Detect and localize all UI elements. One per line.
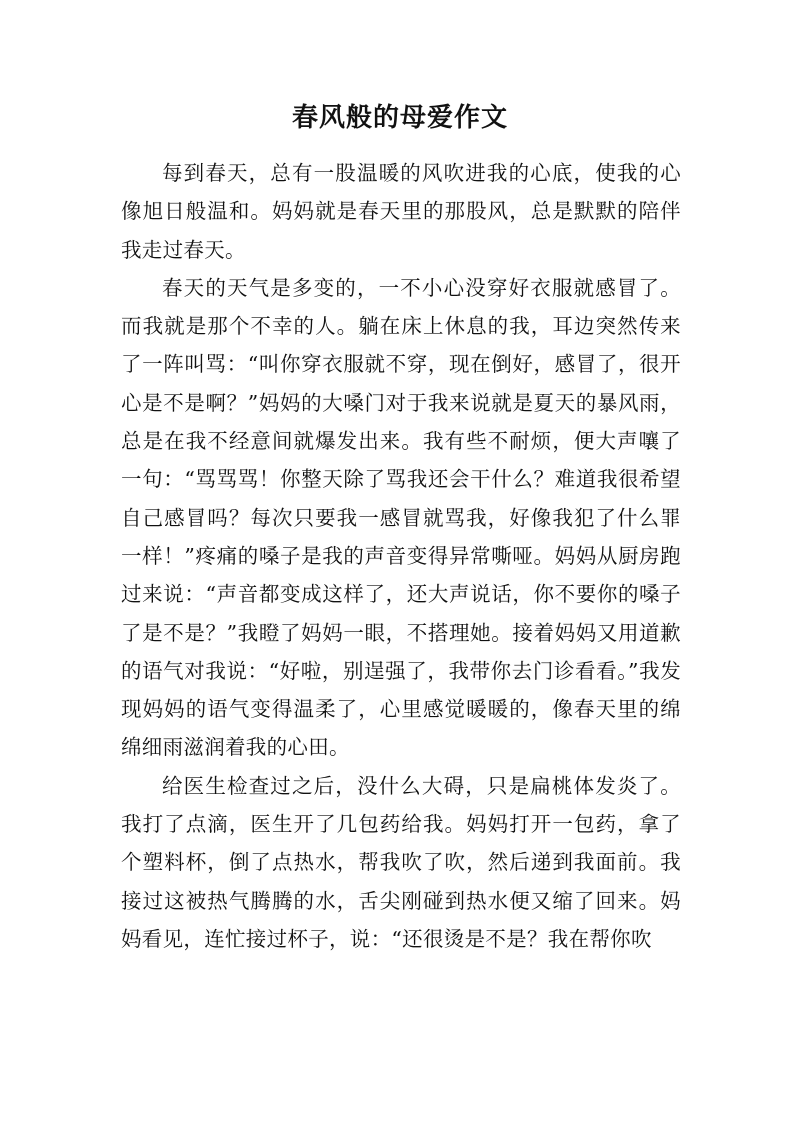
- paragraph-3: 给医生检查过之后，没什么大碍，只是扁桃体发炎了。我打了点滴，医生开了几包药给我。妈妈打开一包药，拿了个塑料杯，倒了点热水，帮我吹了吹，然后递到我面前。我接过这被热气腾腾的水，舌尖刚碰到热水便又缩了回来。妈妈看见，连忙接过杯子，说：“还很烫是不是？我在帮你吹: [121, 773, 681, 951]
- document-body: [121, 154, 681, 958]
- paragraph-1: 每到春天，总有一股温暖的风吹进我的心底，使我的心像旭日般温和。妈妈就是春天里的那股风，总是默默的陪伴我走过春天。: [121, 161, 681, 262]
- document-title: 春风般的母爱作文: [291, 103, 508, 133]
- paragraph-2: 春天的天气是多变的，一不小心没穿好衣服就感冒了。而我就是那个不幸的人。躺在床上休息的我，耳边突然传来了一阵叫骂：“叫你穿衣服就不穿，现在倒好，感冒了，很开心是不是啊？”妈妈的大嗓门对于我来说就是夏天的暴风雨，总是在我不经意间就爆发出来。我有些不耐烦，便大声嚷了一句：“骂骂骂！你整天除了骂我还会干什么？难道我很希望自己感冒吗？每次只要我一感冒就骂我，好像我犯了什么罪一样！”疼痛的嗓子是我的声音变得异常嘶哑。妈妈从厨房跑过来说：“声音都变成这样了，还大声说话，你不要你的嗓子了是不是？”我瞪了妈妈一眼，不搭理她。接着妈妈又用道歉的语气对我说：“好啦，别逞强了，我带你去门诊看看。”我发现妈妈的语气变得温柔了，心里感觉暖暖的，像春天里的绵绵细雨滋润着我的心田。: [121, 275, 681, 760]
